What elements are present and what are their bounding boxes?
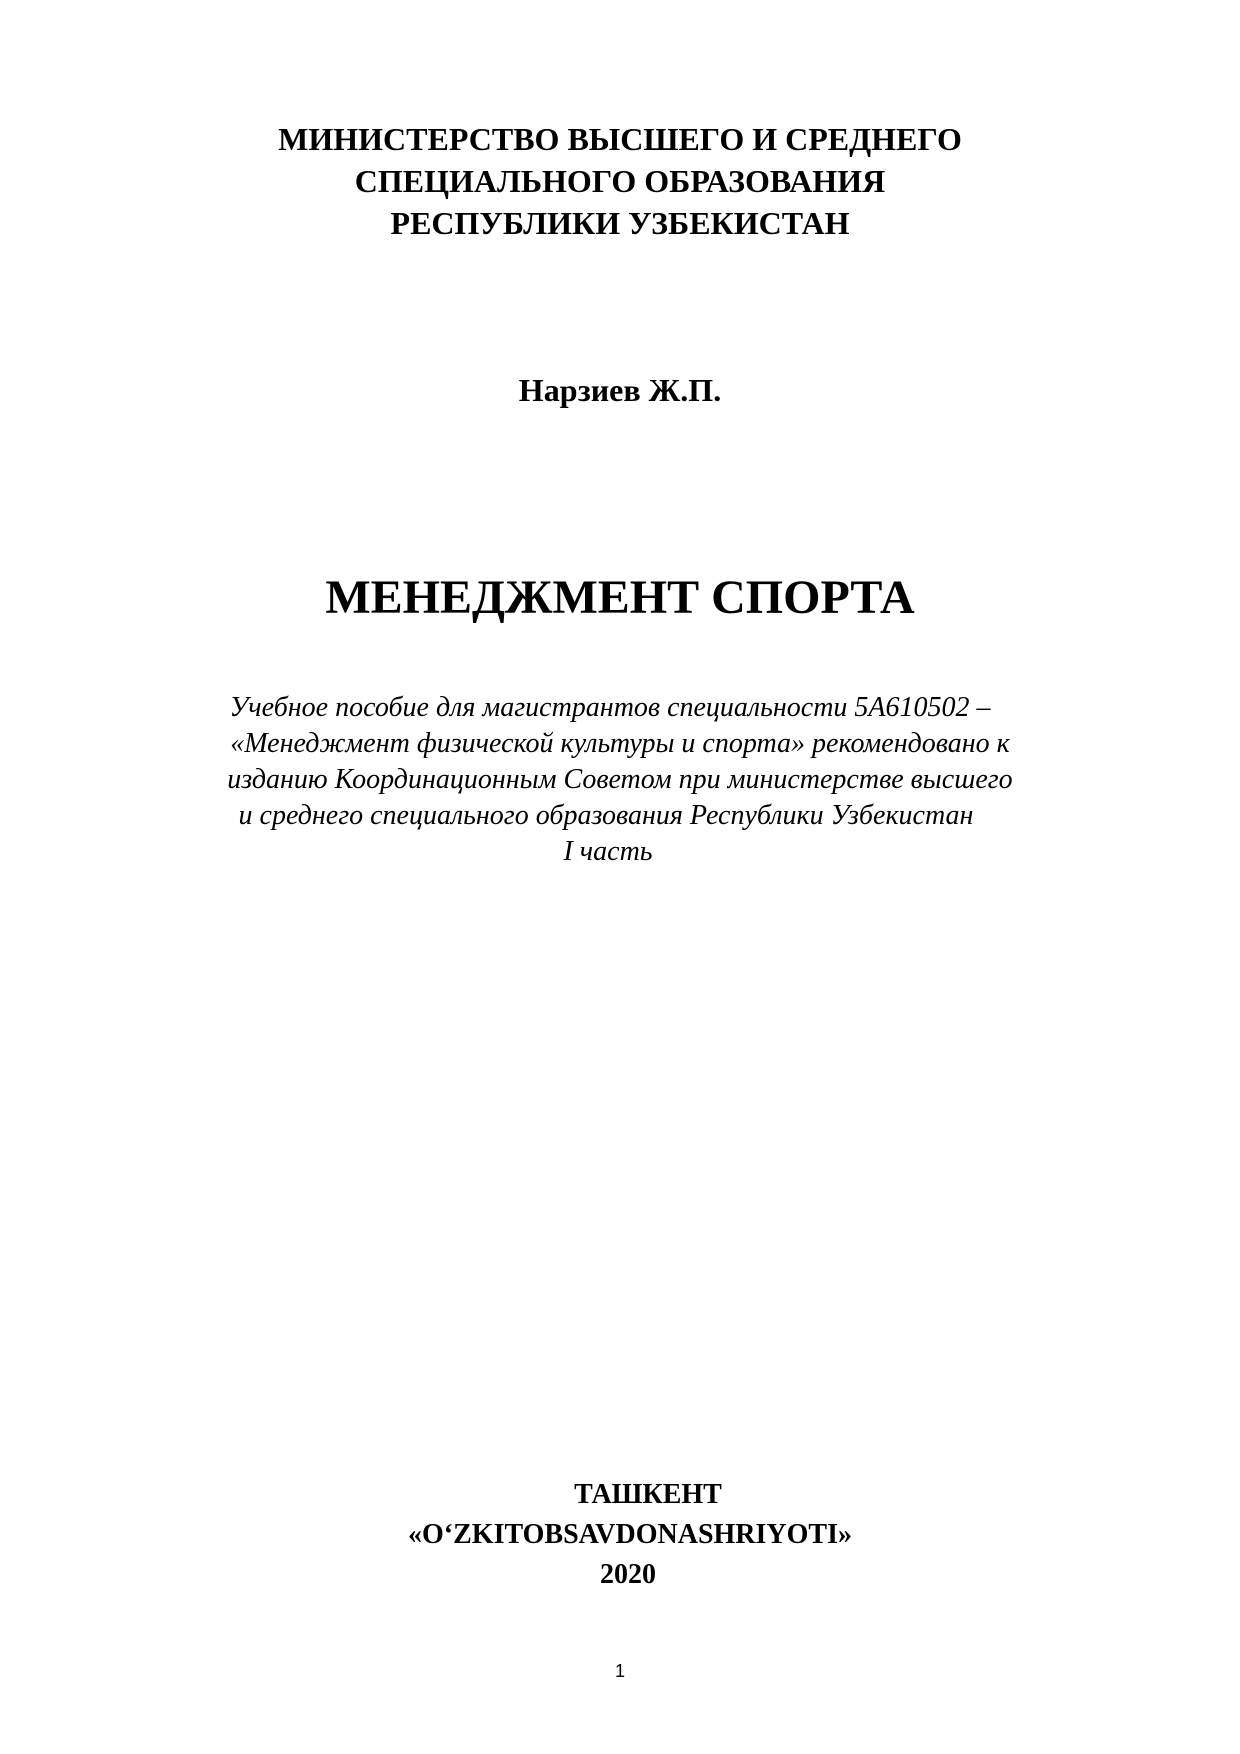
page-number: 1	[614, 1661, 625, 1681]
ministry-line: СПЕЦИАЛЬНОГО ОБРАЗОВАНИЯ	[354, 163, 886, 199]
annotation-line: и среднего специального образования Республики Узбекистан	[238, 800, 974, 831]
publisher-city: ТАШКЕНТ	[574, 1479, 722, 1510]
publisher-block	[0, 1475, 1240, 1595]
publisher-name: «O‘ZKITOBSAVDONASHRIYOTI»	[408, 1519, 852, 1550]
ministry-line: МИНИСТЕРСТВО ВЫСШЕГО И СРЕДНЕГО	[278, 121, 962, 157]
author-name: Нарзиев Ж.П.	[518, 372, 722, 408]
annotation-part: I часть	[563, 836, 653, 867]
annotation-line: Учебное пособие для магистрантов специальности 5А610502 –	[229, 692, 991, 723]
document-title: МЕНЕДЖМЕНТ СПОРТА	[325, 571, 915, 624]
ministry-line: РЕСПУБЛИКИ УЗБЕКИСТАН	[390, 205, 850, 241]
annotation-line: «Менеджмент физической культуры и спорта» рекомендовано к	[230, 728, 1010, 759]
annotation-line: изданию Координационным Советом при министерстве высшего	[227, 764, 1013, 795]
publication-year: 2020	[600, 1559, 656, 1590]
ministry-header	[0, 118, 1240, 244]
annotation	[0, 690, 1240, 870]
